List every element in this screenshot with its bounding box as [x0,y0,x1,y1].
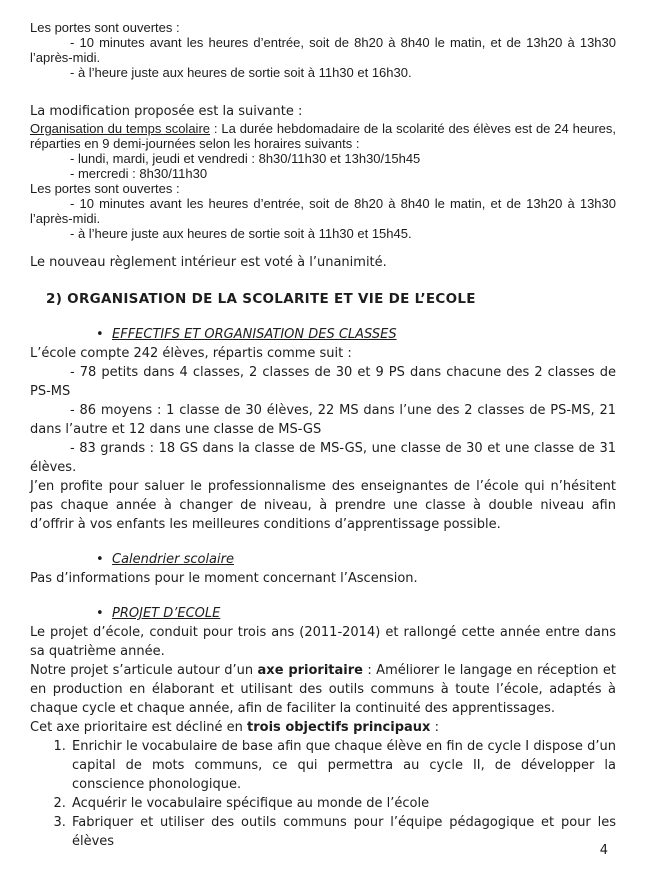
effectifs-title-line [96,325,616,344]
projet-p3-pre: Cet axe prioritaire est décliné en [30,720,248,735]
doors-current-entry: - 10 minutes avant les heures d’entrée, soit de 8h20 à 8h40 le matin, et de 13h20 à 13h30 l’après-midi. [30,35,616,65]
projet-p3-post: : [430,720,439,735]
doors-proposed-title: Les portes sont ouvertes : [30,181,180,196]
section2-heading: 2) ORGANISATION DE LA SCOLARITE ET VIE DE L’ECOLE [46,291,476,307]
organisation-label: Organisation du temps scolaire [30,121,210,136]
vote-statement: Le nouveau règlement intérieur est voté à l’unanimité. [30,255,387,270]
doors-current-exit: - à l’heure juste aux heures de sortie soit à 11h30 et 16h30. [70,65,412,80]
organisation-text: : La durée hebdomadaire de la scolarité des élèves est de 24 heures, réparties en 9 demi-journées selon les horaires suivants : [30,121,616,151]
calendrier-title-line [96,550,616,569]
page-number: 4 [599,843,608,858]
effectifs-note: J’en profite pour saluer le professionnalisme des enseignantes de l’école qui n’hésitent pas chaque année à changer de niveau, à prendre une classe à double niveau afin d’offrir à vos enfants les meilleures conditions d’apprentissage possible. [30,479,616,532]
modification-intro: La modification proposée est la suivante : [30,104,303,119]
bullet-icon: • [96,606,104,621]
projet-title-line [96,604,616,623]
projet-p3-objectifs: trois objectifs principaux [247,720,431,735]
projet-paragraph-1: Le projet d’école, conduit pour trois ans (2011-2014) et rallongé cette année entre dans sa quatrième année. [30,625,616,659]
objective-item: 2. Acquérir le vocabulaire spécifique au monde de l’école [70,794,616,813]
paragraph-organisation-temps-scolaire [30,121,616,151]
effectifs-item-moyens: - 86 moyens : 1 classe de 30 élèves, 22 MS dans l’une des 2 classes de PS-MS, 21 dans l’autre et 12 dans une classe de MS-GS [30,403,616,437]
calendrier-title: Calendrier scolaire [112,552,234,567]
doors-proposed-exit: - à l’heure juste aux heures de sortie soit à 11h30 et 15h45. [70,226,412,241]
objectives-list [30,737,616,851]
calendrier-text: Pas d’informations pour le moment concernant l’Ascension. [30,571,418,586]
projet-title: PROJET D’ECOLE [112,606,221,621]
effectifs-item-grands: - 83 grands : 18 GS dans la classe de MS-GS, une classe de 30 et une classe de 31 élèves. [30,441,616,475]
effectifs-item-petits: - 78 petits dans 4 classes, 2 classes de 30 et 9 PS dans chacune des 2 classes de PS-MS [30,365,616,399]
projet-paragraph-3 [30,718,616,737]
effectifs-intro: L’école compte 242 élèves, répartis comme suit : [30,346,352,361]
objective-item: 3. Fabriquer et utiliser des outils communs pour l’équipe pédagogique et pour les élèves [70,813,616,851]
projet-p2-pre: Notre projet s’articule autour d’un [30,663,258,678]
schedule-weekdays: - lundi, mardi, jeudi et vendredi : 8h30/11h30 et 13h30/15h45 [70,151,421,166]
projet-p2-post: : Améliorer le langage en réception et en production en élaborant et utilisant des outils communs à toute l’école, adaptés à chaque cycle et chaque année, afin de faciliter la continuité des apprentissages. [30,663,616,716]
bullet-icon: • [96,327,104,342]
doors-proposed-entry: - 10 minutes avant les heures d’entrée, soit de 8h20 à 8h40 le matin, et de 13h20 à 13h30 l’après-midi. [30,196,616,226]
bullet-icon: • [96,552,104,567]
doors-current-title: Les portes sont ouvertes : [30,20,180,35]
objective-item: 1. Enrichir le vocabulaire de base afin que chaque élève en fin de cycle I dispose d’un capital de mots communs, ce qui permettra au cycle II, de développer la conscience phonologique. [70,737,616,794]
schedule-wednesday: - mercredi : 8h30/11h30 [70,166,208,181]
projet-paragraph-2 [30,661,616,718]
projet-p2-axe-prioritaire: axe prioritaire [257,663,363,678]
effectifs-title: EFFECTIFS ET ORGANISATION DES CLASSES [112,327,397,342]
